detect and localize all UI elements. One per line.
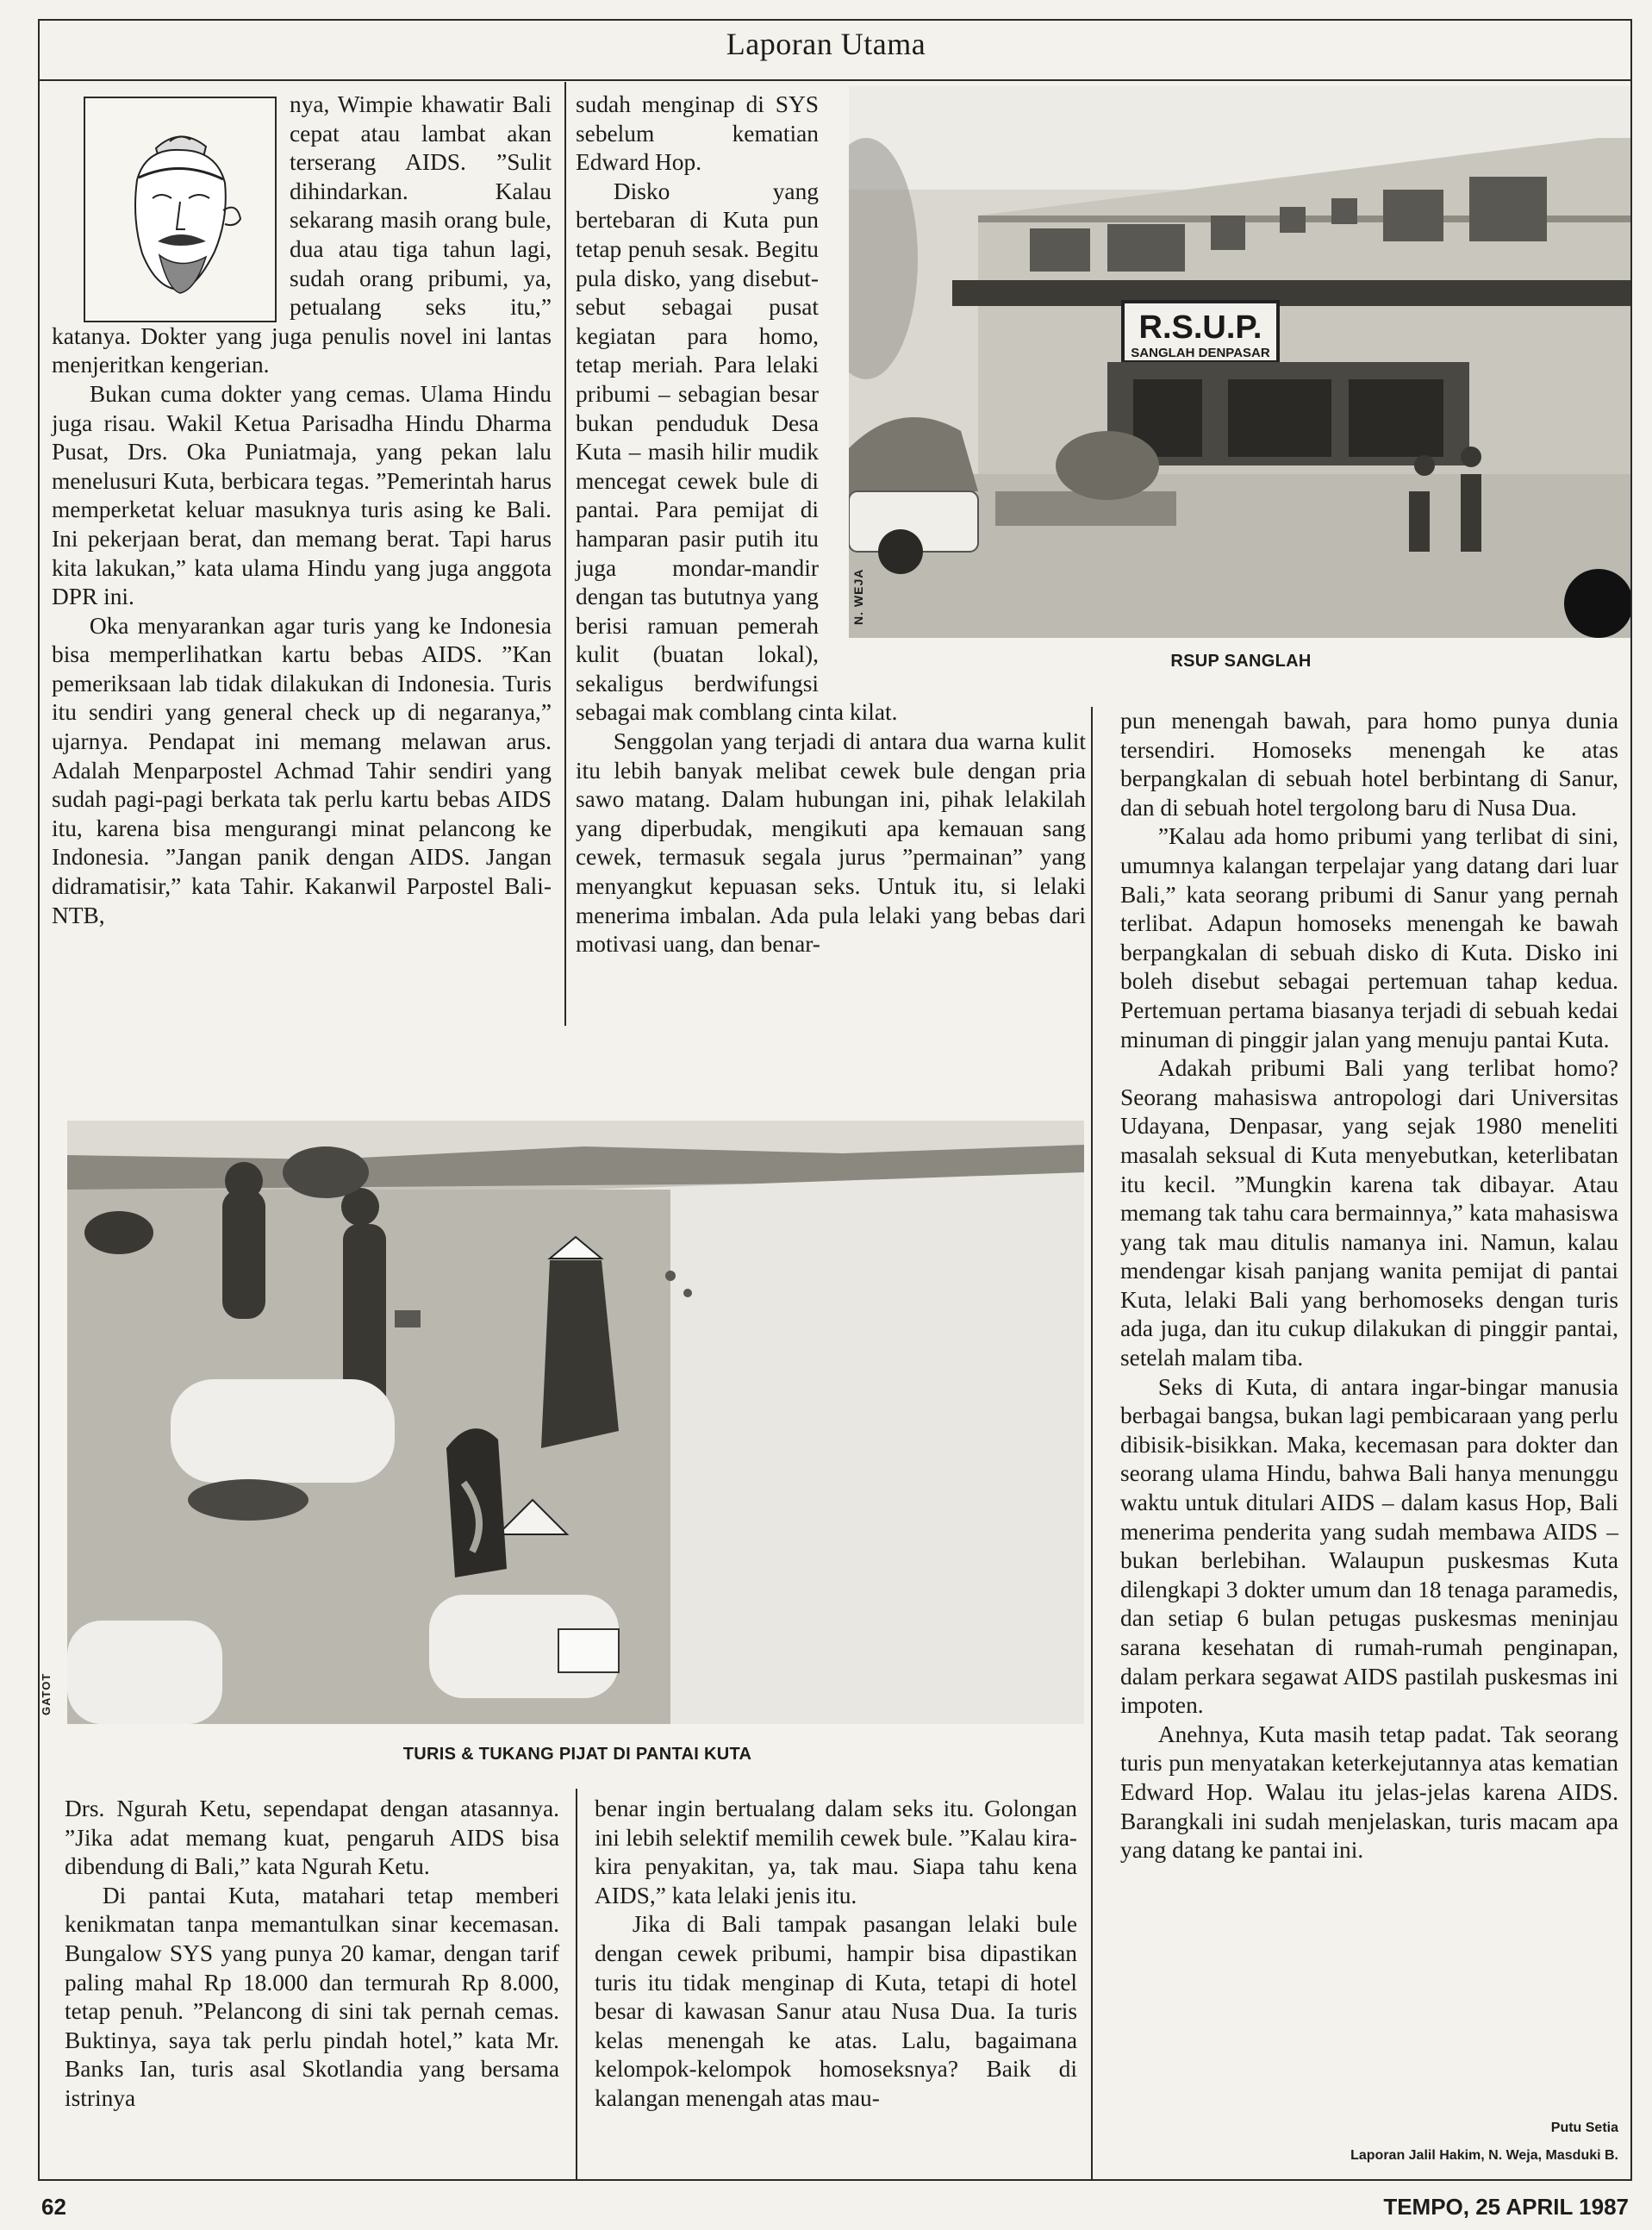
paragraph: Adakah pribumi Bali yang terlibat homo? Seorang mahasiswa antropologi dari Universitas Udayana, Denpasar, yang sejak 1980 meneliti masalah seksual di Kuta menyebutkan, keterlibatan itu kecil. ”Mungkin karena tak dibayar. Atau memang tak tahu cara bermainnya,” kata mahasiswa yang tak mau ditulis namanya ini. Namun, kalau mendengar kisah panjang wanita pemijat di pantai Kuta, lelaki Bali yang berhomoseks dengan turis ada juga, dan itu cukup dilakukan di pinggir pantai, setelah malam tiba. xyxy=(1120,1055,1618,1371)
magazine-date: TEMPO, 25 APRIL 1987 xyxy=(1383,2194,1629,2220)
paragraph: Disko yang bertebaran di Kuta pun tetap penuh sesak. Begitu pula disko, yang disebut-sebut sebagai pusat kegiatan para homo, tetap meriah. Para lelaki pribumi – sebagian besar bukan penduduk Desa Kuta – masih hilir mudik mencegat cewek bule di pantai. Para pemijat di hamparan pasir putih itu juga mondar-mandir dengan tas bututnya yang berisi ramuan pemerah kulit (buatan lokal), sekaligus berdwifungsi sebagai mak comblang cinta kilat. xyxy=(576,178,898,726)
column-1-top-text xyxy=(52,91,552,930)
column-divider xyxy=(576,1789,577,2179)
paragraph: benar ingin bertualang dalam seks itu. Golongan ini lebih selektif memilih cewek bule. ”Kalau kira-kira penyakitan, ya, tak mau. Siapa tahu kena AIDS,” kata lelaki jenis itu. xyxy=(595,1796,1077,1908)
page-number: 62 xyxy=(41,2194,66,2220)
hospital-sign-text: R.S.U.P. xyxy=(1138,309,1262,346)
column-2-top-text xyxy=(576,91,1086,959)
author-byline: Putu Setia xyxy=(1550,2121,1618,2135)
paragraph: Seks di Kuta, di antara ingar-bingar manusia berbagai bangsa, bukan lagi pembicaraan yang perlu dibisik-bisikkan. Maka, kecemasan para dokter dan seorang ulama Hindu, bahwa Bali hanya menunggu waktu untuk ditulari AIDS – dalam kasus Hop, Bali menerima penderita yang sudah membawa AIDS – bukan berlebihan. Walaupun puskesmas Kuta dilengkapi 3 dokter umum dan 18 tenaga paramedis, dan setiap 6 bulan petugas puskesmas meninjau sarana kesehatan di rumah-rumah penginapan, dalam perkara segawat AIDS pastilah puskesmas ini impoten. xyxy=(1120,1373,1618,1719)
beach-photo-caption: TURIS & TUKANG PIJAT DI PANTAI KUTA xyxy=(402,1745,752,1764)
paragraph: pun menengah bawah, para homo punya dunia tersendiri. Homoseks menengah ke atas berpangkalan di sebuah hotel berbintang di Sanur, dan di sebuah hotel tergolong baru di Nusa Dua. xyxy=(1120,708,1618,821)
paragraph: Di pantai Kuta, matahari tetap memberi kenikmatan tanpa memantulkan sinar kecemasan. Bungalow SYS yang punya 20 kamar, dengan tarif paling mahal Rp 18.000 dan termurah Rp 8.000, tetap penuh. ”Pelancong di sini tak pernah cemas. Buktinya, saya tak perlu pindah hotel,” kata Mr. Banks Ian, turis asal Skotlandia yang bersama istrinya xyxy=(65,1882,559,2111)
paragraph: Oka menyarankan agar turis yang ke Indonesia bisa memperlihatkan kartu bebas AIDS. ”Kan pemeriksaan lab tidak dilakukan di Indonesia. Turis itu sendiri yang general check up di negaranya,” ujarnya. Pendapat ini memang melawan arus. Adalah Menparpostel Achmad Tahir sendiri yang sudah pagi-pagi berkata tak perlu kartu bebas AIDS itu, karena bisa mengurangi minat pelancong ke Indonesia. ”Jangan panik dengan AIDS. Jangan didramatisir,” kata Tahir. Kakanwil Parpostel Bali-NTB, xyxy=(52,612,552,928)
column-2-bottom-text xyxy=(595,1795,1077,2114)
column-divider xyxy=(564,82,566,1026)
paragraph: nya, Wimpie khawatir Bali cepat atau lambat akan terserang AIDS. ”Sulit dihindarkan. Kalau sekarang masih orang bule, dua atau tiga tahun lagi, sudah orang pribumi, ya, petualang seks itu,” katanya. Dokter yang juga penulis novel ini lantas menjeritkan kengerian. xyxy=(52,91,552,378)
hospital-sign-subtext: SANGLAH DENPASAR xyxy=(1131,346,1270,360)
column-3-text xyxy=(1120,707,1618,1865)
beach-photo xyxy=(67,1121,1084,1724)
paragraph: ”Kalau ada homo pribumi yang terlibat di sini, umumnya kalangan terpelajar yang datang dari luar Bali,” kata seorang pribumi di Sanur yang pernah terlibat. Adapun homoseks menengah ke bawah berpangkalan di sebuah disko di Kuta. Disko ini boleh disebut sebagai pertemuan tahap kedua. Pertemuan pertama biasanya terjadi di sebuah kedai minuman di pinggir jalan yang menuju pantai Kuta. xyxy=(1120,823,1618,1053)
beach-scene-illustration xyxy=(67,1121,1084,1724)
column-1-bottom-text xyxy=(65,1795,559,2114)
section-title: Laporan Utama xyxy=(726,27,926,61)
paragraph: Drs. Ngurah Ketu, sependapat dengan atasannya. ”Jika adat memang kuat, pengaruh AIDS bisa dibendung di Bali,” kata Ngurah Ketu. xyxy=(65,1796,559,1880)
hospital-photo-credit: N. WEJA xyxy=(851,568,865,625)
paragraph: Anehnya, Kuta masih tetap padat. Tak seorang turis pun menyatakan keterkejutannya atas kematian Edward Hop. Walau itu jelas-jelas karena AIDS. Barangkali ini sudah menjelaskan, turis macam apa yang datang ke pantai ini. xyxy=(1120,1721,1618,1864)
frame-right xyxy=(1630,19,1632,2181)
paragraph: Jika di Bali tampak pasangan lelaki bule dengan cewek pribumi, hampir bisa dipastikan turis itu tidak menginap di Kuta, tetapi di hotel besar di kawasan Sanur atau Nusa Dua. Ia turis kelas menengah ke atas. Lalu, bagaimana kelompok-kelompok homoseksnya? Baik di kalangan menengah atas mau- xyxy=(595,1911,1077,2111)
paragraph: sudah menginap di SYS sebelum kematian Edward Hop. xyxy=(576,91,819,176)
header-rule xyxy=(38,79,1632,81)
beach-photo-credit: GATOT xyxy=(40,1672,53,1715)
paragraph: Bukan cuma dokter yang cemas. Ulama Hindu juga risau. Wakil Ketua Parisadha Hindu Dharma Pusat, Drs. Oka Puniatmaja, yang pekan lalu menelusuri Kuta, berbicara tegas. ”Pemerintah harus memperketat keluar masuknya turis asing ke Bali. Ini pekerjaan berat, dan memang berat. Tapi harus kita lakukan,” kata ulama Hindu yang juga anggota DPR ini. xyxy=(52,380,552,610)
frame-top xyxy=(38,19,1632,21)
frame-left xyxy=(38,19,40,2181)
frame-bottom xyxy=(38,2179,1632,2181)
hospital-photo-caption: RSUP SANGLAH xyxy=(1170,652,1312,671)
paragraph: Senggolan yang terjadi di antara dua warna kulit itu lebih banyak melibat cewek bule dengan pria sawo matang. Dalam hubungan ini, pihak lelakilah yang diperbudak, mengikuti apa kemauan sang cewek, termasuk segala jurus ”permainan” yang menyangkut kepuasan seks. Untuk itu, si lelaki menerima imbalan. Ada pula lelaki yang bebas dari motivasi uang, dan benar- xyxy=(576,728,1086,958)
reporters-credit: Laporan Jalil Hakim, N. Weja, Masduki B. xyxy=(1350,2148,1618,2163)
column-divider xyxy=(1091,707,1093,2179)
